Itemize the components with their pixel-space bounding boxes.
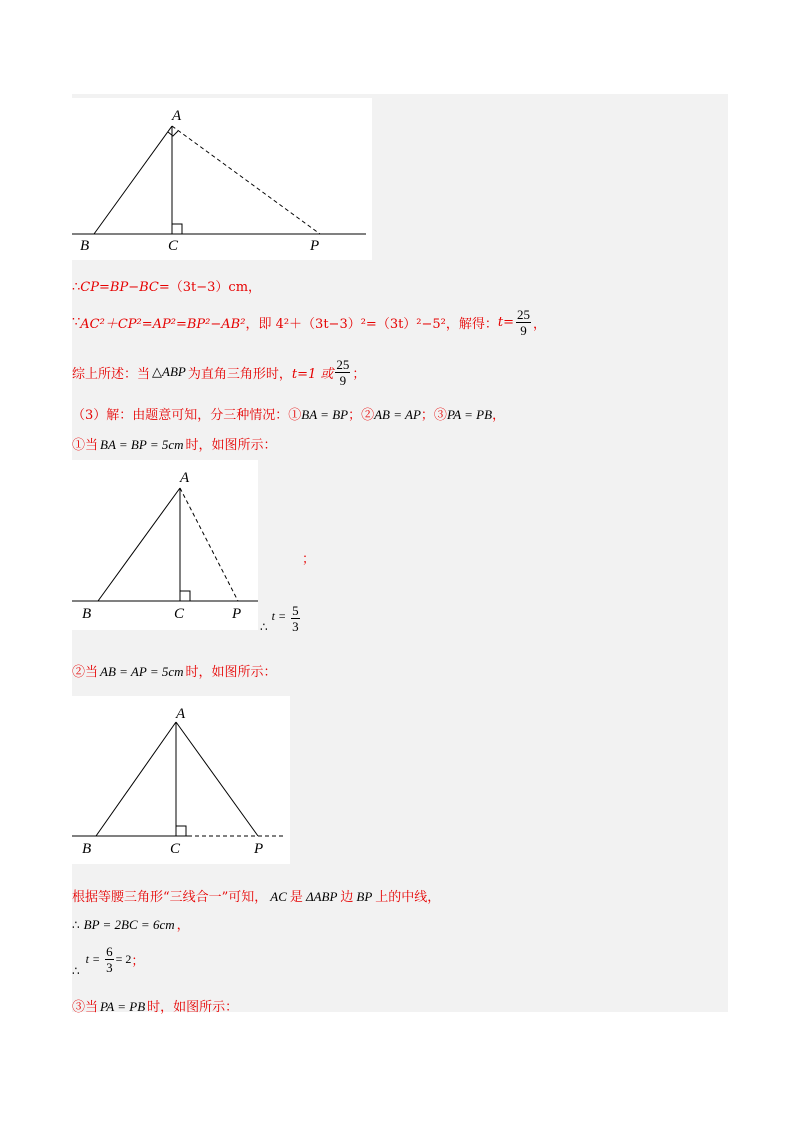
label-p: P [310, 238, 320, 254]
line-median [72, 886, 440, 905]
line-bp-length [72, 914, 190, 933]
semicolon: ； [302, 552, 316, 567]
line-cases [72, 404, 505, 423]
therefore-symbol: ∴ [260, 620, 268, 634]
therefore-symbol: ∴ [72, 918, 80, 932]
summary-t1: t=1 或 [291, 366, 334, 382]
fraction-25-9 [516, 307, 531, 338]
case-2-math: AB = AP [374, 407, 421, 422]
numerator: 5 [292, 603, 299, 618]
case-3-condition: PA = PB [100, 999, 146, 1014]
bp-text: BP [109, 280, 129, 295]
ac-label: AC [270, 889, 287, 904]
minus-text: − [128, 280, 140, 295]
line-pythagoras [72, 302, 546, 342]
equals-2: = 2 [115, 951, 132, 966]
numerator: 25 [517, 306, 531, 322]
numerator: 25 [336, 356, 350, 372]
triangle-abp: △ABP [152, 364, 186, 379]
figure-right-triangle-1 [72, 98, 372, 260]
because-symbol: ∵ [72, 314, 81, 330]
case-1-math: BA = BP [301, 407, 349, 422]
label-a: A [180, 470, 190, 486]
case-3-suffix: 时，如图所示： [147, 1000, 239, 1015]
denominator: 9 [520, 322, 527, 338]
bc-text: BC [139, 280, 159, 295]
eq-text: = [98, 280, 110, 295]
label-c: C [170, 841, 181, 857]
t-equals: t = [271, 609, 287, 623]
case-2-suffix: 时，如图所示： [185, 665, 277, 680]
case-2-prefix: ②当 [72, 665, 99, 680]
bp-label: BP [356, 889, 373, 904]
end-punct: ， [533, 316, 547, 332]
line-summary [72, 352, 365, 392]
end-punct: ， [492, 408, 506, 423]
bp-equation: BP = 2BC = 6cm [83, 917, 175, 932]
case-2-condition: AB = AP = 5cm [100, 664, 184, 679]
pythagoras-solution: ，即 4²＋（3t−3）²=（3t）²−5²，解得： [245, 316, 498, 332]
triangle-abp: ΔABP [305, 889, 338, 904]
fraction-5-3 [291, 603, 300, 634]
side-t-result [260, 598, 302, 634]
t-label: t= [497, 314, 515, 330]
denominator: 3 [106, 959, 113, 975]
t-equals: t = [85, 951, 101, 966]
cases-prefix: （3）解：由题意可知，分三种情况：① [72, 408, 302, 423]
label-b: B [82, 606, 92, 622]
cp-text: CP [80, 280, 99, 295]
end-punct: ； [352, 366, 366, 382]
case-3-prefix: ③当 [72, 1000, 99, 1015]
summary-prefix: 综上所述：当 [72, 366, 151, 382]
case-1-prefix: ①当 [72, 438, 99, 453]
case-1-condition: BA = BP = 5cm [100, 437, 184, 452]
eq2-text: = [158, 280, 170, 295]
label-c: C [168, 238, 179, 254]
line-case-1 [72, 434, 277, 453]
label-p: P [254, 841, 264, 857]
denominator: 9 [339, 372, 347, 388]
figure-isosceles-2 [72, 696, 290, 864]
label-a: A [172, 108, 182, 124]
end-punct: ； [131, 953, 145, 969]
case-1-suffix: 时，如图所示： [185, 438, 277, 453]
label-c: C [174, 606, 185, 622]
line-case-2 [72, 661, 277, 680]
is-text: 是 [289, 890, 303, 905]
line-case-3 [72, 996, 238, 1015]
median-suffix: 上的中线， [375, 890, 441, 905]
side-semicolon [302, 548, 315, 567]
summary-mid: 为直角三角形时， [187, 366, 292, 382]
sep-1: ；② [348, 408, 375, 423]
label-p: P [232, 606, 242, 622]
denominator: 3 [292, 619, 299, 634]
sep-2: ；③ [420, 408, 447, 423]
therefore-symbol: ∴ [72, 280, 81, 295]
pythagoras-equation: AC²＋CP²=AP²=BP²−AB² [80, 316, 246, 332]
line-cp [72, 276, 261, 295]
expr-text: （3t−3）cm， [169, 280, 262, 295]
label-b: B [82, 841, 92, 857]
case-3-math: PA = PB [446, 407, 493, 422]
end-punct: ， [176, 918, 190, 933]
numerator: 6 [106, 943, 113, 959]
fraction-25-9-b [335, 357, 350, 388]
line-t-equals-2 [72, 940, 144, 978]
therefore-symbol: ∴ [72, 964, 80, 978]
side-text: 边 [340, 890, 354, 905]
figure-isosceles-1 [72, 460, 258, 630]
median-prefix: 根据等腰三角形“三线合一”可知， [72, 890, 268, 905]
fraction-6-3 [105, 944, 114, 975]
label-b: B [80, 238, 90, 254]
label-a: A [176, 706, 186, 722]
